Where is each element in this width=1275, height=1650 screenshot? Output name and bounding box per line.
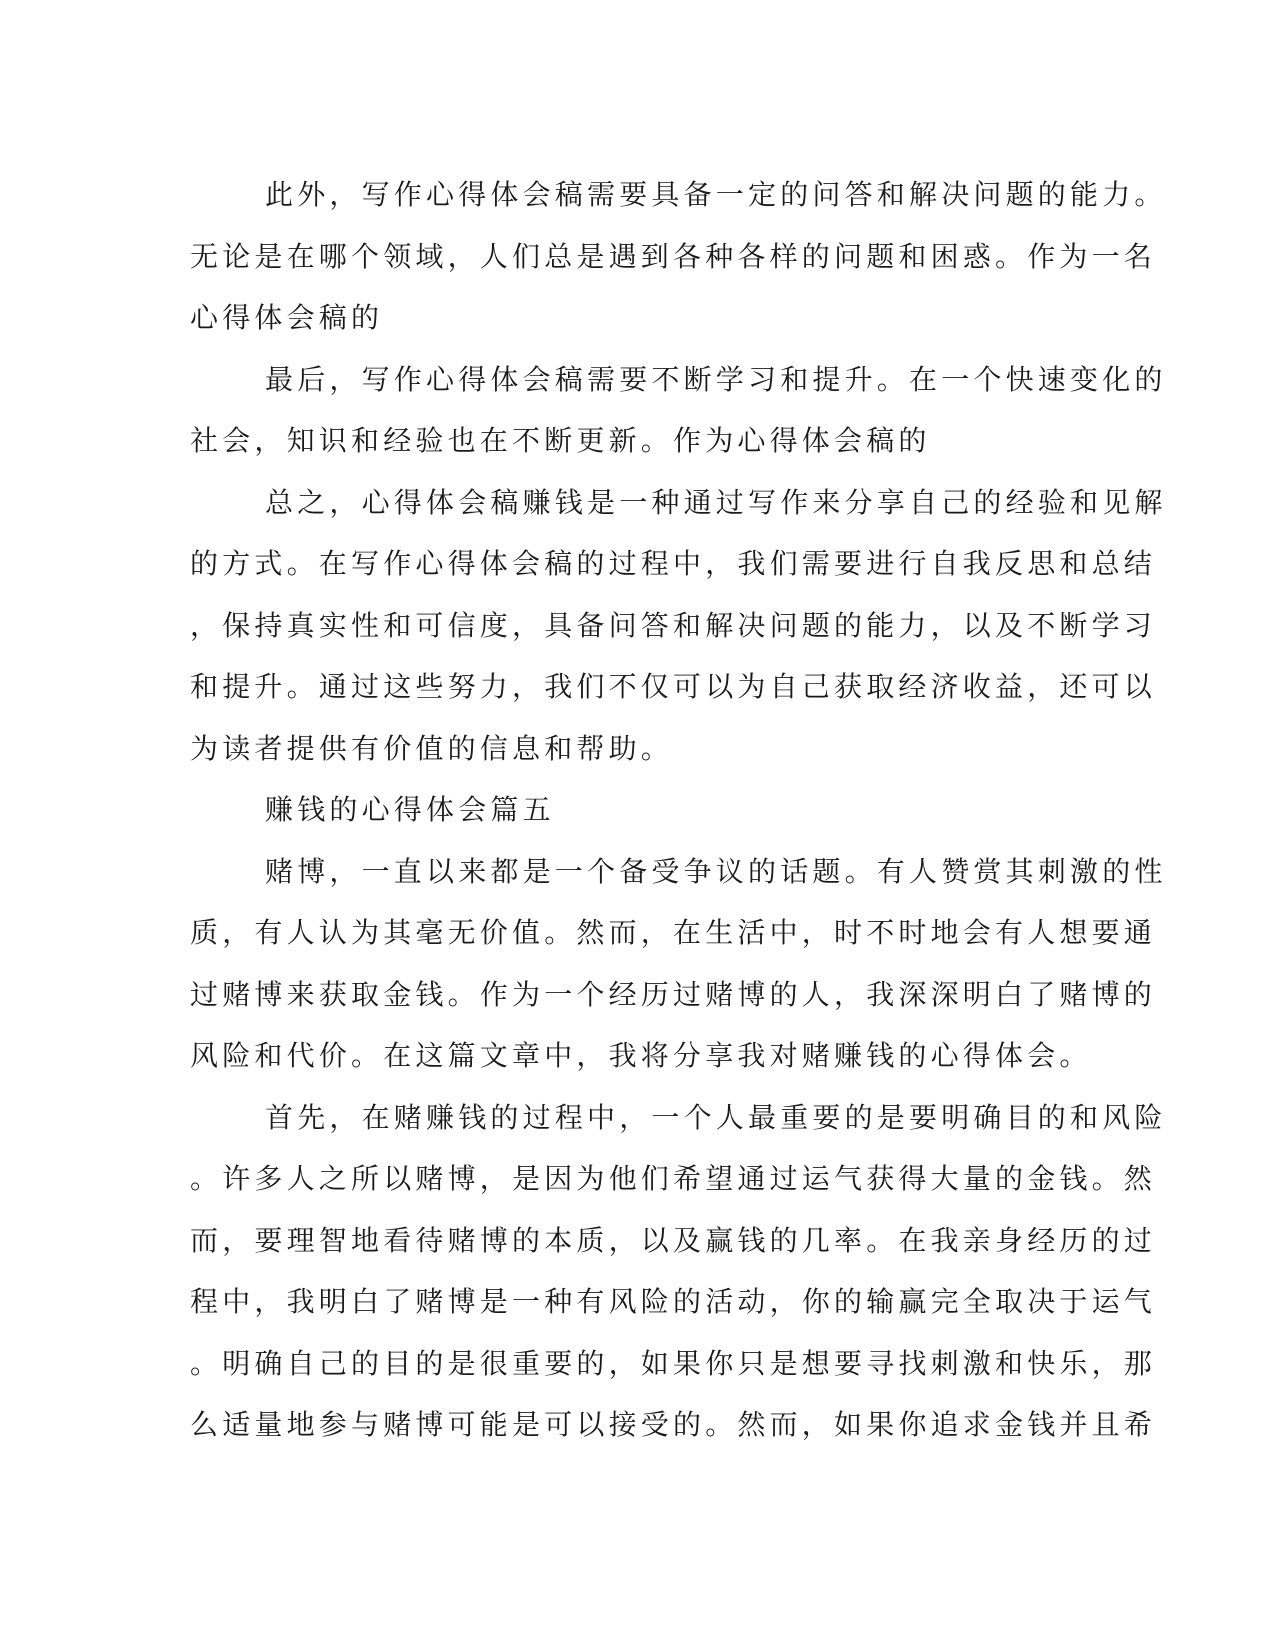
text-line: 此外，写作心得体会稿需要具备一定的问答和解决问题的能力。	[265, 178, 1167, 211]
text-line: 社会，知识和经验也在不断更新。作为心得体会稿的	[190, 424, 931, 457]
text-line: 。许多人之所以赌博，是因为他们希望通过运气获得大量的金钱。然	[190, 1162, 1157, 1195]
section-heading: 赚钱的心得体会篇五	[265, 793, 555, 826]
text-line: 质，有人认为其毫无价值。然而，在生活中，时不时地会有人想要通	[190, 916, 1157, 949]
text-line: 么适量地参与赌博可能是可以接受的。然而，如果你追求金钱并且希	[190, 1408, 1157, 1441]
text-line: 过赌博来获取金钱。作为一个经历过赌博的人，我深深明白了赌博的	[190, 977, 1157, 1011]
text-line: 心得体会稿的	[190, 301, 384, 334]
text-line: 无论是在哪个领域，人们总是遇到各种各样的问题和困惑。作为一名	[190, 239, 1157, 273]
text-line: 和提升。通过这些努力，我们不仅可以为自己获取经济收益，还可以	[190, 670, 1157, 703]
text-line: 首先，在赌赚钱的过程中，一个人最重要的是要明确目的和风险	[265, 1100, 1167, 1134]
text-line: 为读者提供有价值的信息和帮助。	[190, 731, 674, 765]
text-line: 。明确自己的目的是很重要的，如果你只是想要寻找刺激和快乐，那	[190, 1346, 1157, 1380]
text-line: 风险和代价。在这篇文章中，我将分享我对赌赚钱的心得体会。	[190, 1039, 1092, 1072]
text-line: ，保持真实性和可信度，具备问答和解决问题的能力，以及不断学习	[190, 608, 1157, 642]
text-line: 程中，我明白了赌博是一种有风险的活动，你的输赢完全取决于运气	[190, 1285, 1157, 1318]
text-line: 总之，心得体会稿赚钱是一种通过写作来分享自己的经验和见解	[265, 485, 1167, 519]
body-text	[190, 164, 1167, 1456]
text-line: 最后，写作心得体会稿需要不断学习和提升。在一个快速变化的	[265, 362, 1167, 396]
text-line: 的方式。在写作心得体会稿的过程中，我们需要进行自我反思和总结	[190, 547, 1157, 580]
text-line: 而，要理智地看待赌博的本质，以及赢钱的几率。在我亲身经历的过	[190, 1223, 1157, 1257]
text-line: 赌博，一直以来都是一个备受争议的话题。有人赞赏其刺激的性	[265, 854, 1167, 888]
